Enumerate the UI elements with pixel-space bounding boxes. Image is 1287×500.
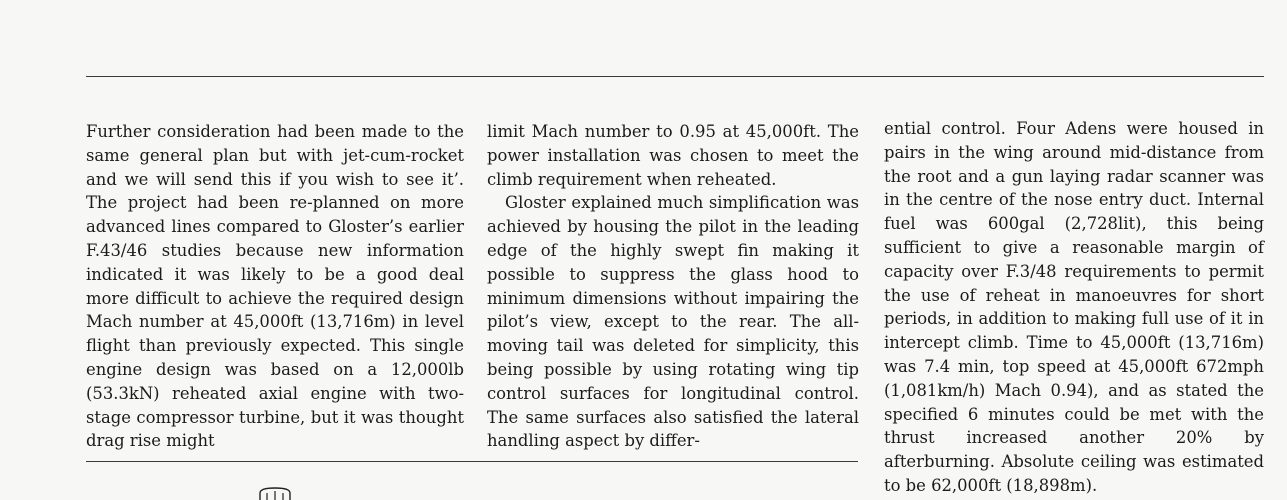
publisher-logo-icon bbox=[257, 487, 293, 500]
text-column-2 bbox=[487, 120, 859, 453]
paragraph: limit Mach number to 0.95 at 45,000ft. The power installation was chosen to meet the climb requirement when reheated. bbox=[487, 122, 859, 189]
paragraph: Further consideration had been made to the same general plan but with jet-cum-rocket and we will send this if you wish to see it’. The project had been re-planned on more advanced lines compared to Gloster’s earlier F.43/46 studies because new information indicated it was likely to be a good deal more difficult to achieve the required design Mach number at 45,000ft (13,716m) in level flight than previously expected. This single engine design was based on a 12,000lb (53.3kN) reheated axial engine with two-stage compressor turbine, but it was thought drag rise might bbox=[86, 122, 464, 451]
bottom-rule bbox=[86, 461, 858, 462]
text-column-1 bbox=[86, 120, 464, 453]
paragraph: Gloster explained much simplification was achieved by housing the pilot in the leading edge of the highly swept fin making it possible to suppress the glass hood to minimum dimensions without impairing the pilot’s view, except to the rear. The all-moving tail was deleted for simplicity, this being possible by using rotating wing tip control surfaces for longitudinal control. The same surfaces also satisfied the lateral handling aspect by differ- bbox=[487, 193, 859, 451]
top-rule bbox=[86, 76, 1264, 77]
paragraph: ential control. Four Adens were housed in pairs in the wing around mid-distance from the root and a gun laying radar scanner was in the centre of the nose entry duct. Internal fuel was 600gal (2,728lit), this being sufficient to give a reasonable margin of capacity over F.3/48 requirements to permit the use of reheat in manoeuvres for short periods, in addition to making full use of it in intercept climb. Time to 45,000ft (13,716m) was 7.4 min, top speed at 45,000ft 672mph (1,081km/h) Mach 0.94), and as stated the specified 6 minutes could be met with the thrust increased another 20% by afterburning. Absolute ceiling was estimated to be 62,000ft (18,898m). bbox=[884, 119, 1264, 495]
text-column-3 bbox=[884, 117, 1264, 498]
